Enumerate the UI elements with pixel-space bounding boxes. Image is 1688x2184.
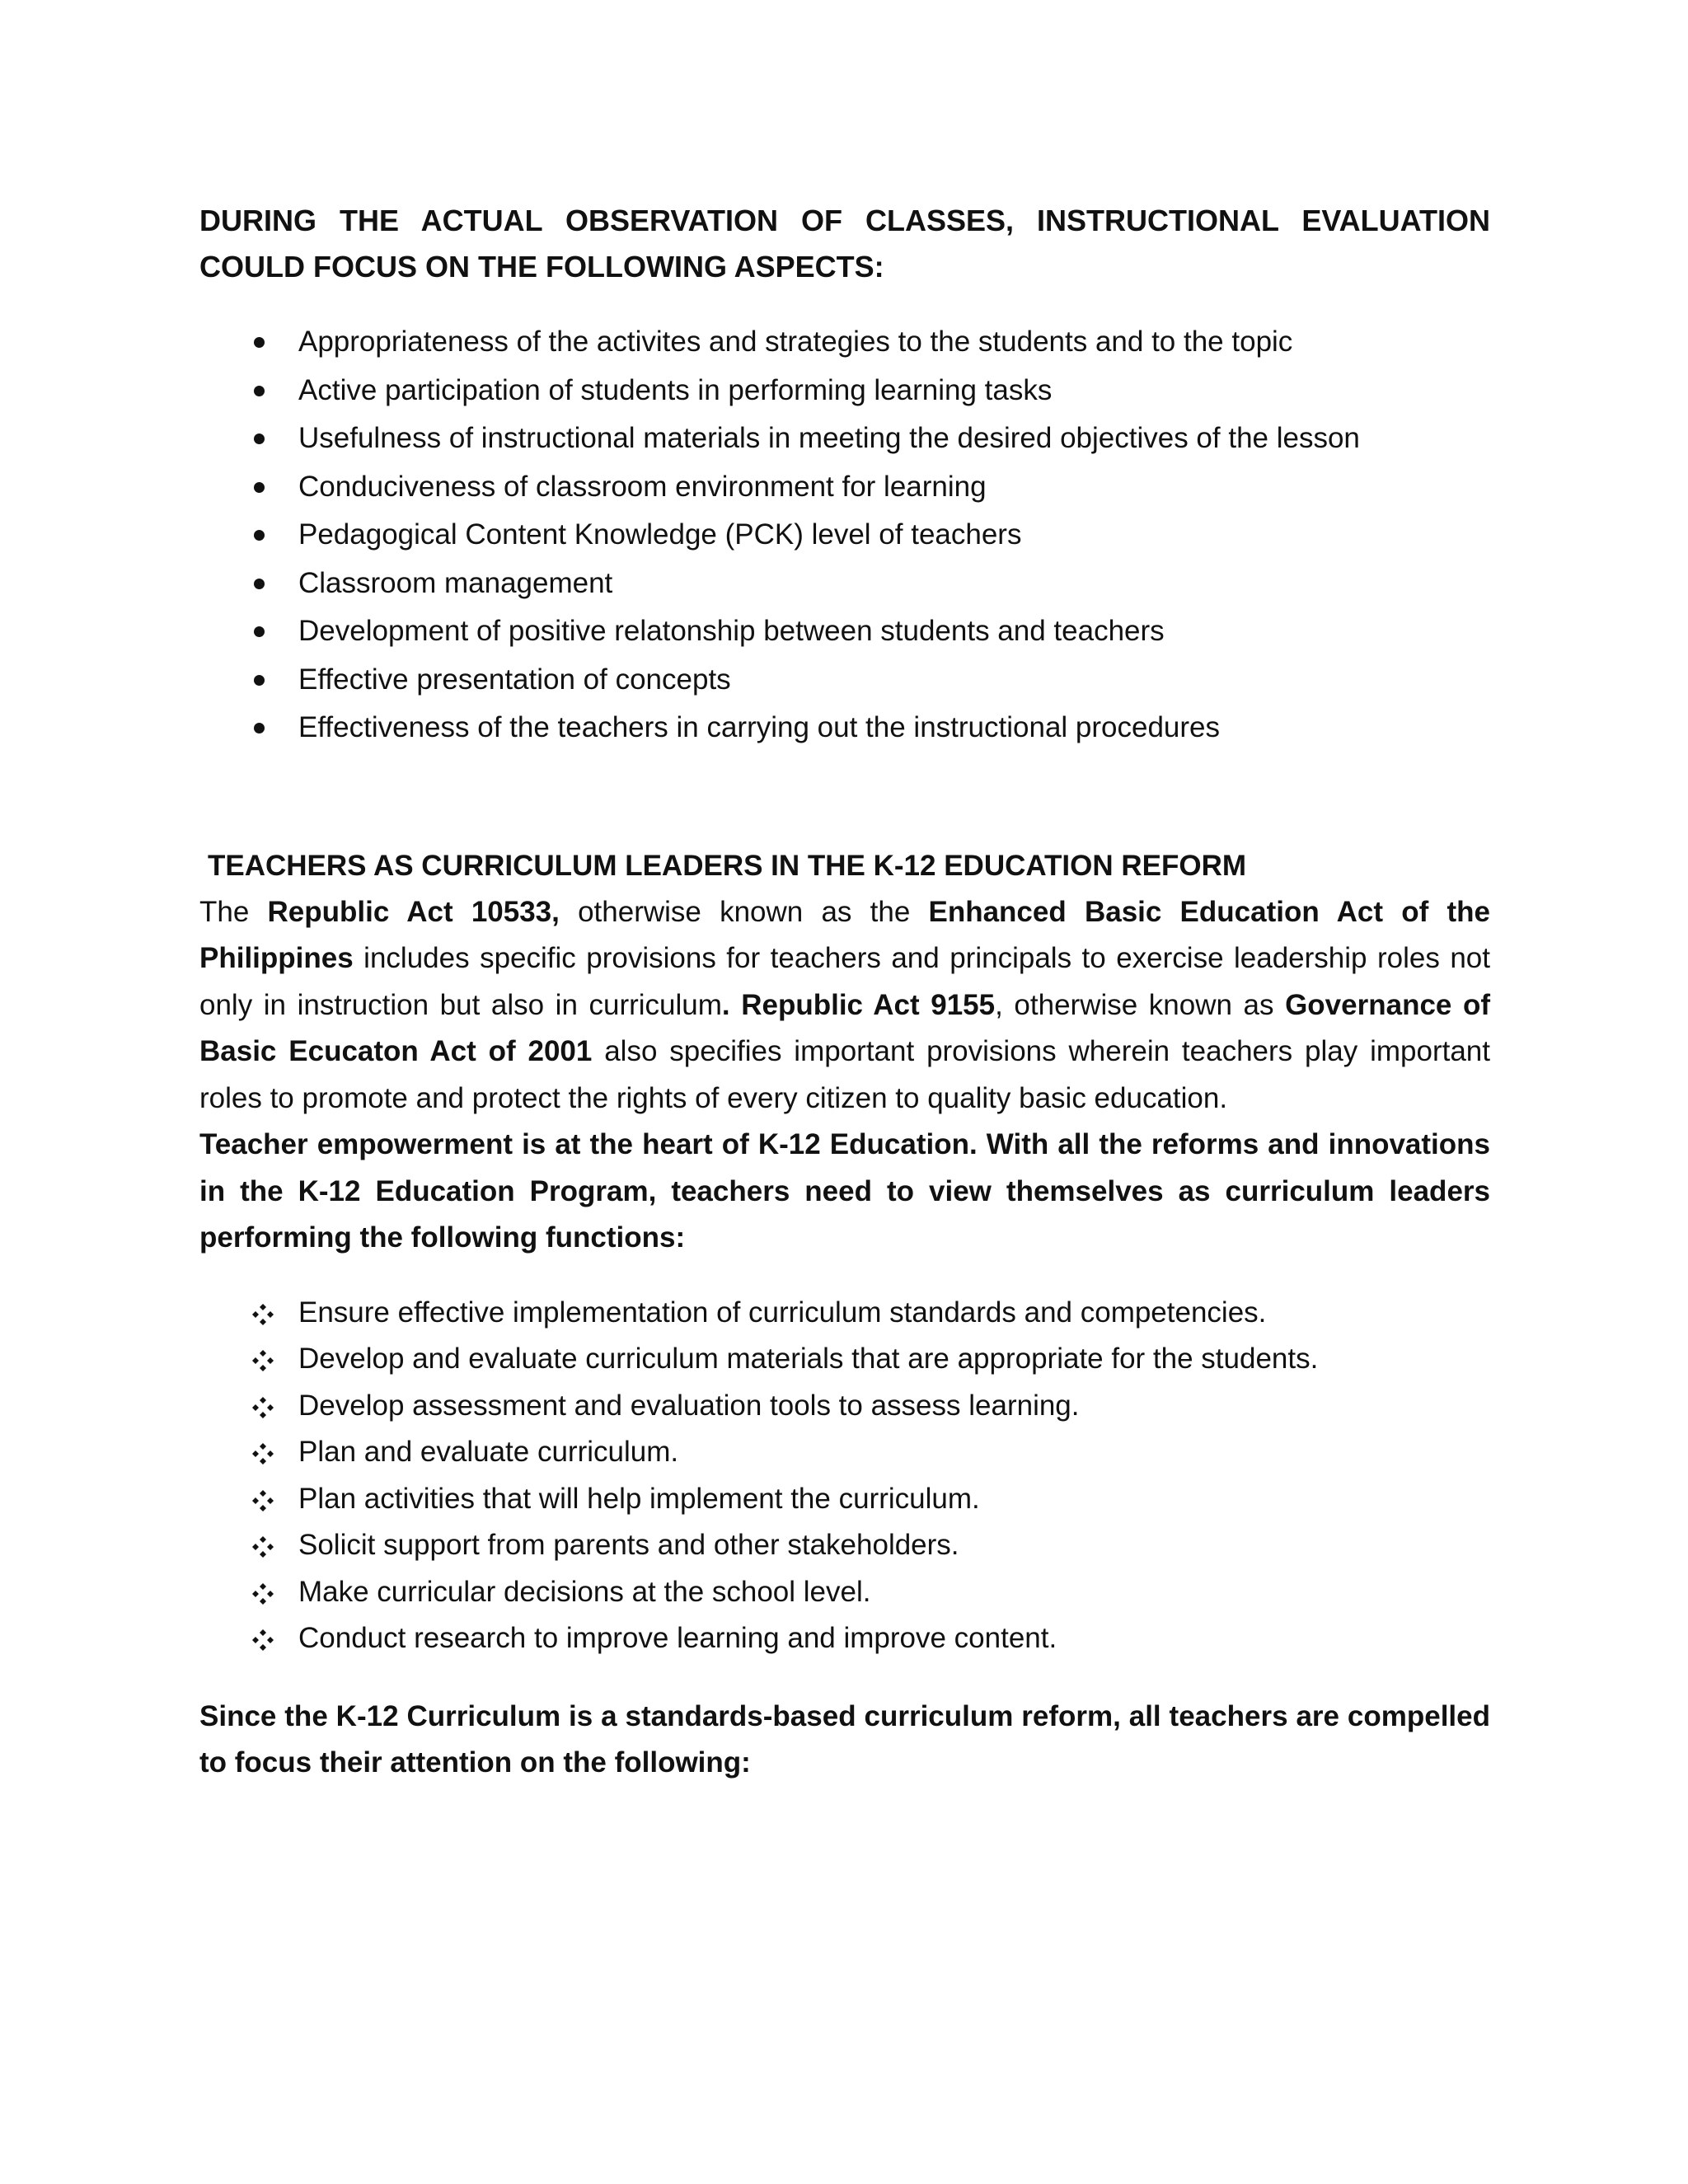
bullet-dot-icon — [254, 675, 265, 686]
section-title: TEACHERS AS CURRICULUM LEADERS IN THE K-12 EDUCATION REFORM — [208, 849, 1247, 882]
aspects-list — [199, 318, 1490, 752]
bullet-dot-icon — [254, 723, 265, 733]
bullet-dot-icon — [254, 337, 265, 348]
list-item: Plan activities that will help implement the curriculum. — [199, 1476, 1490, 1523]
diamond-bullet-icon — [251, 1348, 275, 1373]
diamond-bullet-icon — [251, 1302, 275, 1327]
empowerment-paragraph: Teacher empowerment is at the heart of K-12 Education. With all the reforms and innovations in the K-12 Education Program, teachers need to view themselves as curriculum leaders performing the following functions: — [199, 1128, 1490, 1254]
republic-act-paragraph: The Republic Act 10533, otherwise known as the Enhanced Basic Education Act of the Philippines includes specific provisions for teachers and principals to exercise leadership roles not only in instruction but also in curriculum. Republic Act 9155, otherwise known as Governance of Basic Ecucaton Act of 2001 also specifies important provisions wherein teachers play important roles to promote and protect the rights of every citizen to quality basic education. — [199, 895, 1490, 1114]
diamond-bullet-icon — [251, 1628, 275, 1652]
functions-list — [199, 1290, 1490, 1662]
list-item: Conduciveness of classroom environment for learning — [199, 463, 1490, 512]
bullet-dot-icon — [254, 626, 265, 637]
diamond-bullet-icon — [251, 1395, 275, 1420]
bullet-dot-icon — [254, 386, 265, 396]
list-item: Appropriateness of the activites and strategies to the students and to the topic — [199, 318, 1490, 367]
bullet-dot-icon — [254, 530, 265, 541]
list-item: Plan and evaluate curriculum. — [199, 1429, 1490, 1476]
diamond-bullet-icon — [251, 1582, 275, 1606]
list-item: Make curricular decisions at the school level. — [199, 1569, 1490, 1616]
bullet-dot-icon — [254, 579, 265, 589]
list-item: Classroom management — [199, 560, 1490, 608]
list-item: Develop and evaluate curriculum materials that are appropriate for the students. — [199, 1336, 1490, 1383]
bullet-dot-icon — [254, 434, 265, 444]
bullet-dot-icon — [254, 482, 265, 493]
list-item: Effective presentation of concepts — [199, 656, 1490, 705]
diamond-bullet-icon — [251, 1488, 275, 1513]
list-item: Pedagogical Content Knowledge (PCK) level of teachers — [199, 511, 1490, 560]
list-item: Effectiveness of the teachers in carrying out the instructional procedures — [199, 704, 1490, 752]
diamond-bullet-icon — [251, 1535, 275, 1559]
list-item: Develop assessment and evaluation tools to assess learning. — [199, 1383, 1490, 1430]
list-item: Usefulness of instructional materials in meeting the desired objectives of the lesson — [199, 415, 1490, 463]
list-item: Active participation of students in performing learning tasks — [199, 367, 1490, 415]
diamond-bullet-icon — [251, 1441, 275, 1466]
closing-paragraph: Since the K-12 Curriculum is a standards-based curriculum reform, all teachers are compelled to focus their attention on the following: — [199, 1699, 1490, 1779]
observation-heading: DURING THE ACTUAL OBSERVATION OF CLASSES, INSTRUCTIONAL EVALUATION COULD FOCUS ON THE FOLLOWING ASPECTS: — [199, 204, 1490, 284]
list-item: Development of positive relatonship between students and teachers — [199, 607, 1490, 656]
curriculum-leaders-section — [199, 843, 1490, 1787]
list-item: Ensure effective implementation of curriculum standards and competencies. — [199, 1290, 1490, 1337]
list-item: Conduct research to improve learning and improve content. — [199, 1615, 1490, 1662]
document-page — [199, 198, 1490, 1787]
list-item: Solicit support from parents and other stakeholders. — [199, 1522, 1490, 1569]
